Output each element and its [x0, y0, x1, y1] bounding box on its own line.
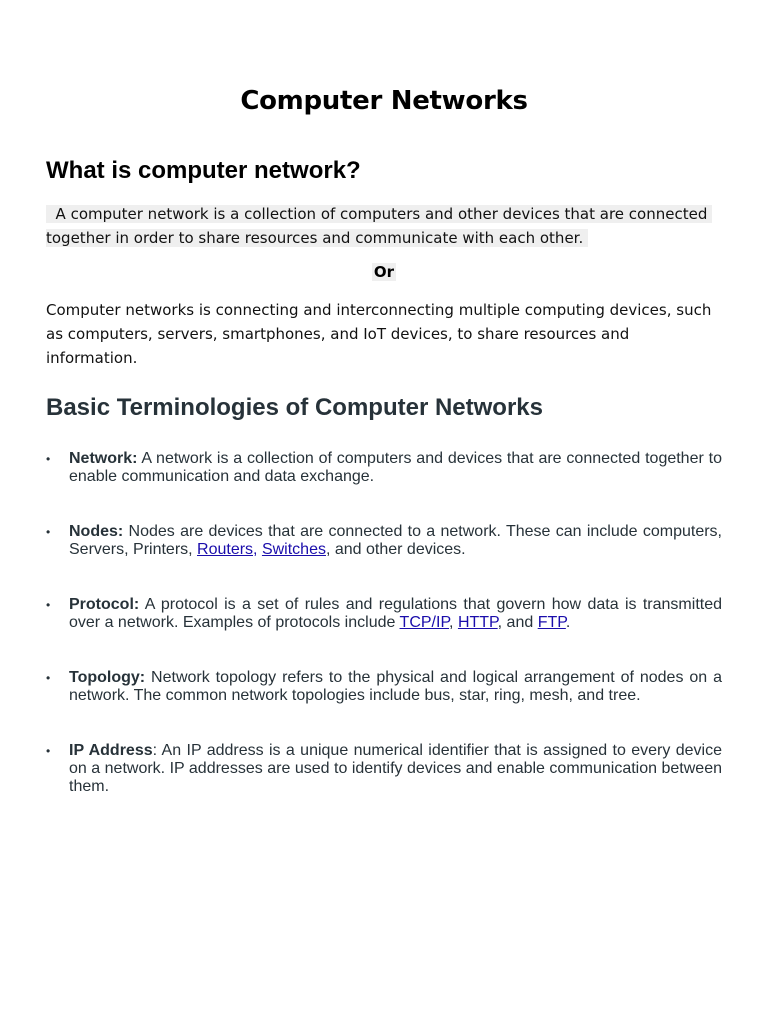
heading-basic-terminologies: Basic Terminologies of Computer Networks: [46, 394, 543, 421]
link-ftp[interactable]: FTP: [537, 614, 566, 631]
link-tcp-ip[interactable]: TCP/IP: [399, 614, 450, 631]
heading-what-is-network: What is computer network?: [46, 157, 361, 184]
term-name: Network:: [69, 450, 138, 467]
link-switches[interactable]: Switches: [261, 541, 326, 558]
document-title: Computer Networks: [240, 86, 528, 116]
term-name: IP Address: [69, 742, 153, 759]
link-http[interactable]: HTTP: [457, 614, 498, 631]
bullet-icon: •: [46, 452, 51, 466]
separator: , and: [497, 614, 538, 631]
intro-text: A computer network is a collection of computers and other devices that are connected together in order to share resources and communicate with each other.: [46, 205, 713, 247]
bullet-icon: •: [46, 598, 51, 612]
list-item-ip-address: [46, 742, 722, 796]
bullet-icon: •: [46, 671, 51, 685]
term-name: Topology:: [69, 669, 146, 686]
term-text: [69, 669, 722, 705]
term-name: Protocol:: [69, 596, 140, 613]
term-description: Nodes are devices that are connected to a network. These can include computers, Servers, Printers,: [69, 523, 722, 558]
or-separator: [46, 263, 722, 281]
term-description: A protocol is a set of rules and regulations that govern how data is transmitted over a network. Examples of protocols include: [69, 596, 722, 631]
term-text: [69, 596, 722, 632]
list-item-topology: [46, 669, 722, 705]
term-text: [69, 742, 722, 796]
separator: ,: [449, 614, 458, 631]
bullet-icon: •: [46, 525, 51, 539]
list-item-protocol: [46, 596, 722, 632]
definition-paragraph: Computer networks is connecting and interconnecting multiple computing devices, such as computers, servers, smartphones, and IoT devices, to share resources and information.: [46, 301, 712, 367]
intro-paragraph: [46, 202, 722, 250]
term-text: [69, 450, 722, 486]
term-description: A network is a collection of computers and devices that are connected together to enable communication and data exchange.: [69, 450, 722, 485]
link-routers[interactable]: Routers,: [197, 541, 258, 558]
list-item-nodes: [46, 523, 722, 559]
term-text: [69, 523, 722, 559]
or-label: Or: [373, 263, 395, 281]
term-description: Network topology refers to the physical and logical arrangement of nodes on a network. The common network topologies include bus, star, ring, mesh, and tree.: [69, 669, 722, 704]
list-item-network: [46, 450, 722, 486]
term-description: : An IP address is a unique numerical identifier that is assigned to every device on a network. IP addresses are used to identify devices and enable communication between them.: [69, 742, 722, 795]
term-description-end: .: [565, 614, 571, 631]
term-name: Nodes:: [69, 523, 124, 540]
bullet-icon: •: [46, 744, 51, 758]
term-description-end: , and other devices.: [325, 541, 466, 558]
